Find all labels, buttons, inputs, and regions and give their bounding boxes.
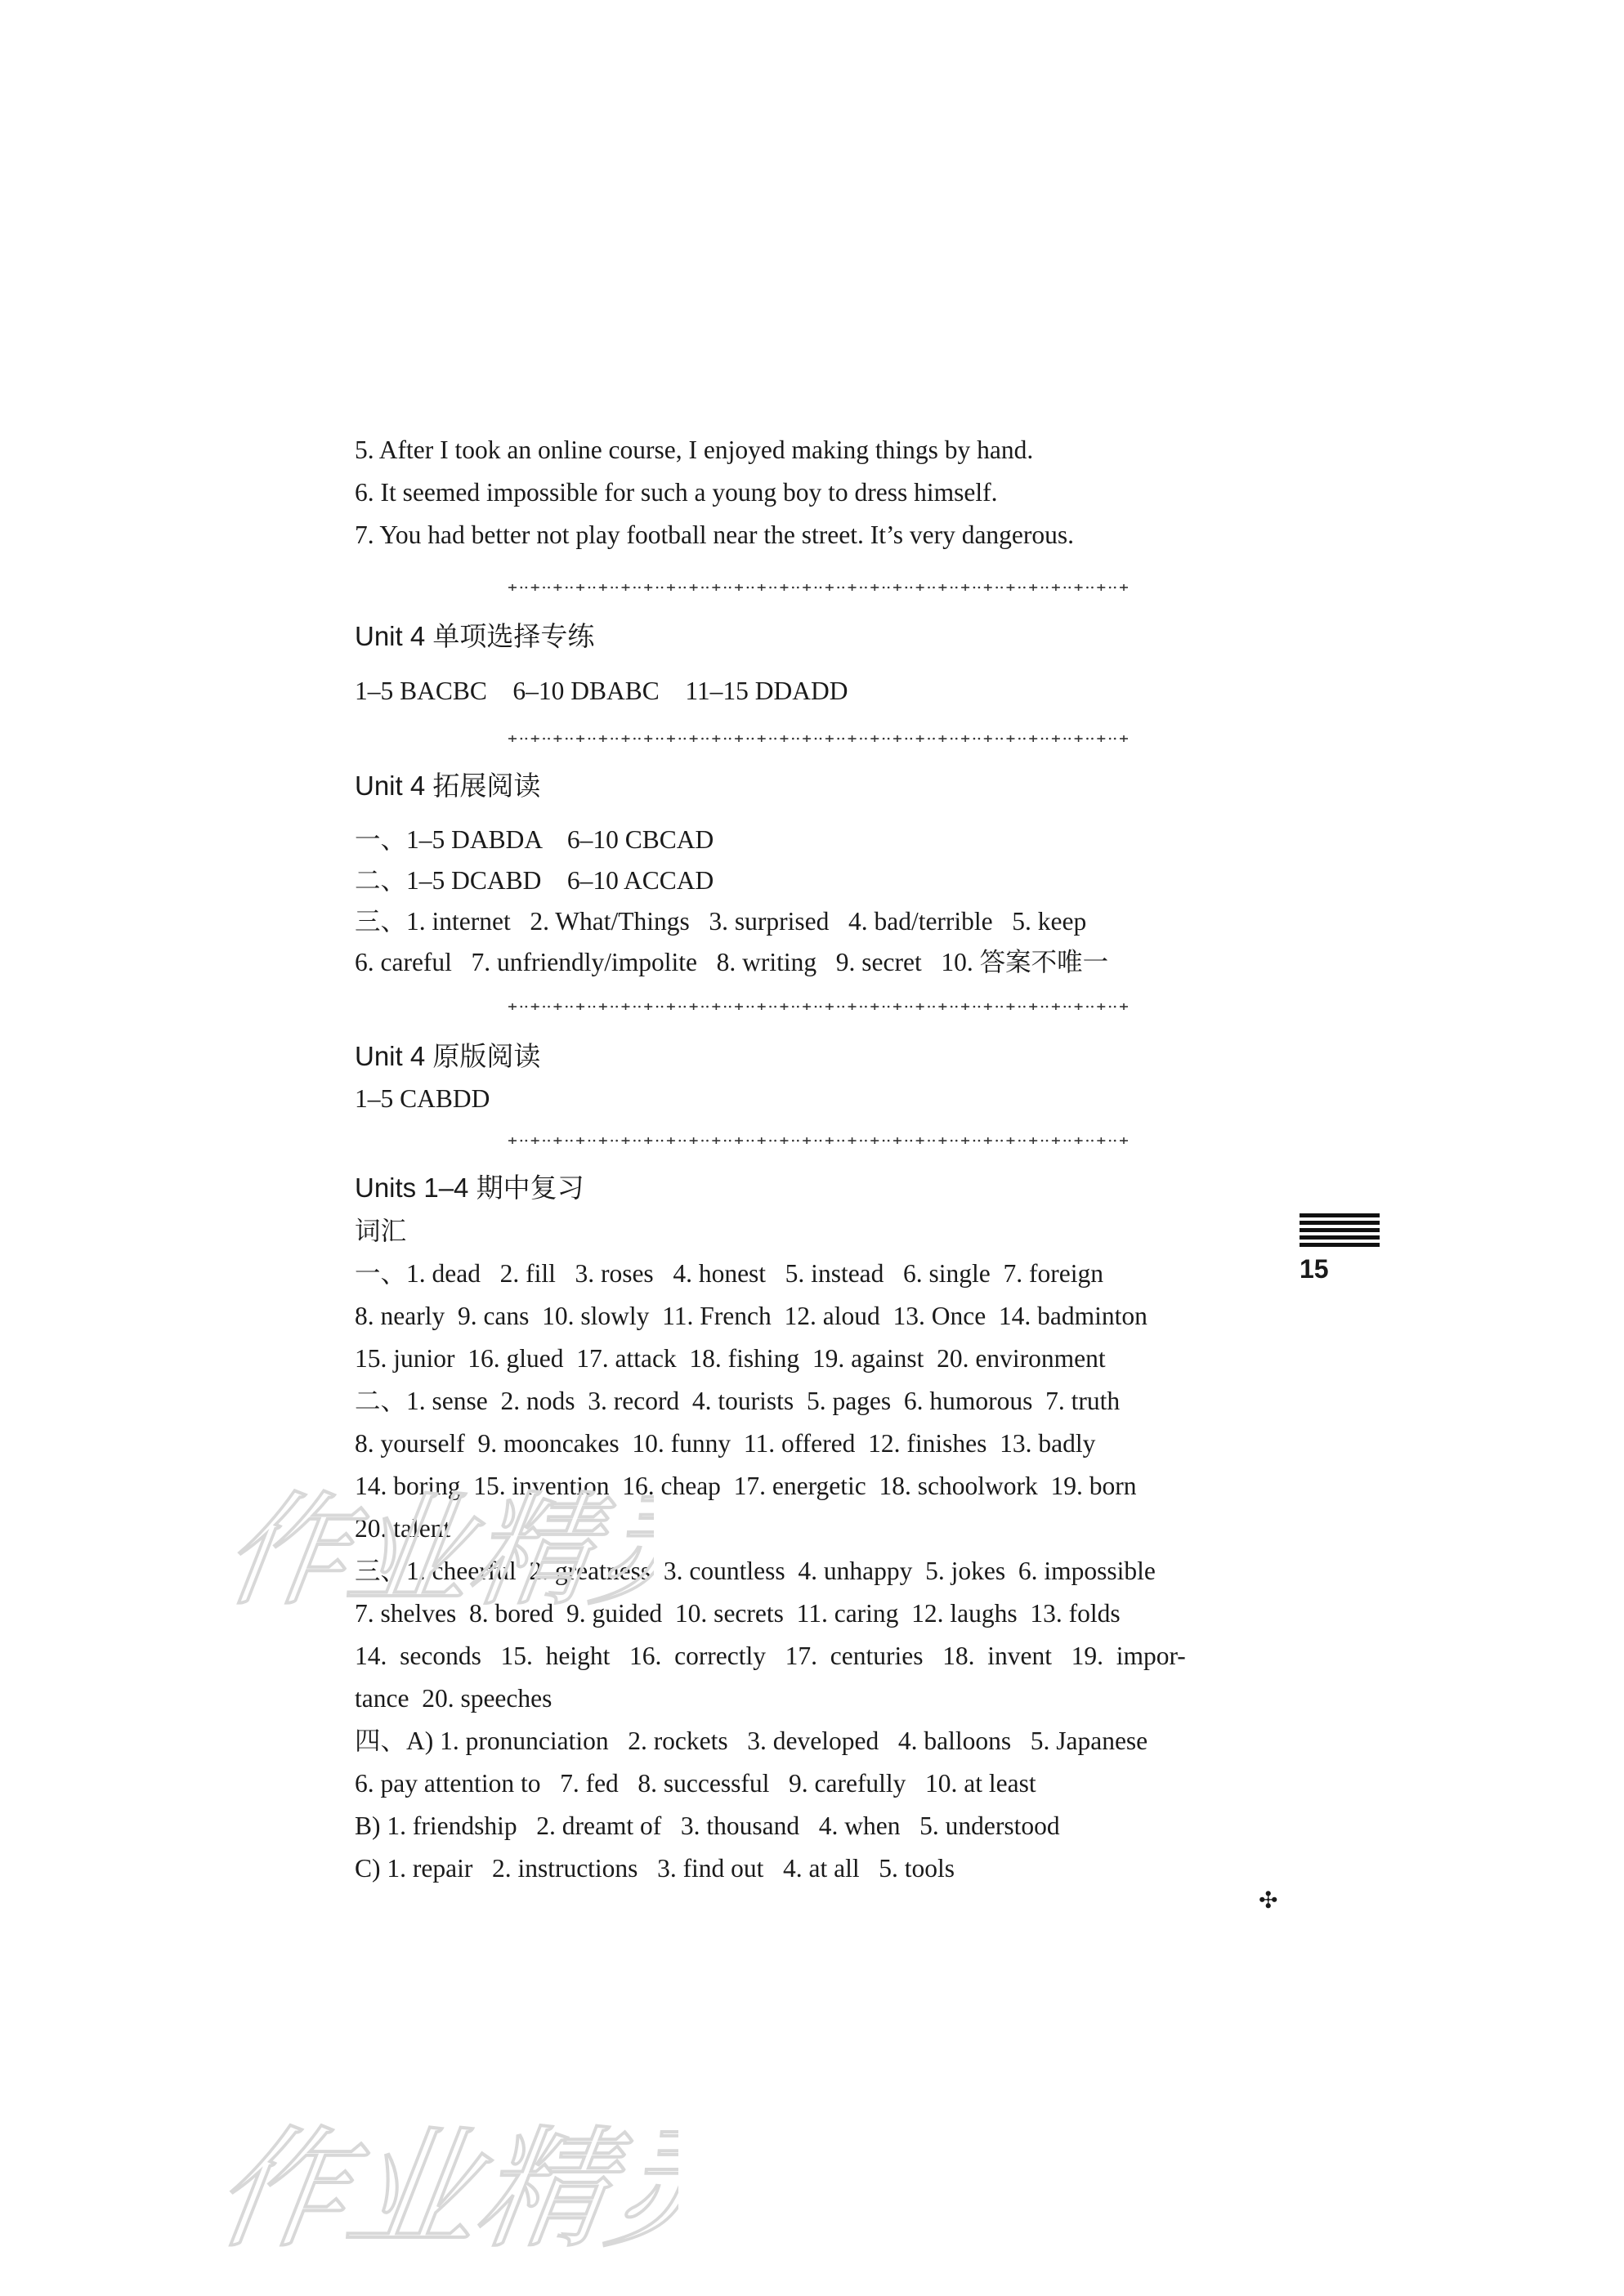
answer-line: 8. nearly 9. cans 10. slowly 11. French 12. aloud 13. Once 14. badminton — [355, 1302, 1148, 1330]
answer-line: 15. junior 16. glued 17. attack 18. fishing 19. against 20. environment — [355, 1344, 1106, 1373]
section-heading-multiple-choice: Unit 4 单项选择专练 — [355, 621, 595, 651]
corner-mark-icon: ✣ — [1259, 1888, 1278, 1914]
answer-line: 二、1–5 DCABD 6–10 ACCAD — [355, 866, 714, 895]
svg-text:作业精灵: 作业精灵 — [221, 2113, 678, 2266]
answer-line: 14. boring 15. invention 16. cheap 17. energetic 18. schoolwork 19. born — [355, 1472, 1137, 1500]
page-tab-bars — [1300, 1213, 1380, 1250]
answer-line: 8. yourself 9. mooncakes 10. funny 11. offered 12. finishes 13. badly — [355, 1429, 1096, 1458]
section-divider — [508, 1136, 1129, 1146]
svg-text:作业精灵: 作业精灵 — [229, 1479, 654, 1623]
answer-line: 一、1–5 DABDA 6–10 CBCAD — [355, 825, 714, 854]
intro-line-7: 7. You had better not play football near the street. It’s very dangerous. — [355, 520, 1075, 549]
vocab-label: 词汇 — [355, 1217, 407, 1245]
answer-line: 1–5 BACBC 6–10 DBABC 11–15 DDADD — [355, 677, 848, 705]
section-heading-original-reading: Unit 4 原版阅读 — [355, 1041, 541, 1071]
section-heading-midterm-review: Units 1–4 期中复习 — [355, 1173, 584, 1203]
watermark-logo — [229, 1471, 654, 1626]
answer-line: 6. careful 7. unfriendly/impolite 8. writing 9. secret 10. 答案不唯一 — [355, 948, 1109, 976]
answer-line: 7. shelves 8. bored 9. guided 10. secrets 11. caring 12. laughs 13. folds — [355, 1599, 1121, 1628]
answer-line: 6. pay attention to 7. fed 8. successful 9. carefully 10. at least — [355, 1769, 1036, 1798]
section-heading-extended-reading: Unit 4 拓展阅读 — [355, 771, 541, 801]
answer-line: tance 20. speeches — [355, 1684, 553, 1713]
answer-line: C) 1. repair 2. instructions 3. find out 4. at all 5. tools — [355, 1854, 955, 1883]
section-divider — [508, 1002, 1129, 1012]
section-divider — [508, 734, 1129, 744]
answer-line: B) 1. friendship 2. dreamt of 3. thousand 4. when 5. understood — [355, 1811, 1060, 1840]
answer-line: 四、A) 1. pronunciation 2. rockets 3. developed 4. balloons 5. Japanese — [355, 1726, 1148, 1755]
answer-line: 三、1. cheerful 2. greatness 3. countless 4. unhappy 5. jokes 6. impossible — [355, 1557, 1156, 1585]
answer-line: 一、1. dead 2. fill 3. roses 4. honest 5. instead 6. single 7. foreign — [355, 1259, 1103, 1288]
answer-line: 20. talent — [355, 1514, 451, 1543]
answer-line: 14. seconds 15. height 16. correctly 17. centuries 18. invent 19. impor- — [355, 1642, 1186, 1670]
answer-line: 三、1. internet 2. What/Things 3. surprised 4. bad/terrible 5. keep — [355, 907, 1087, 936]
intro-line-6: 6. It seemed impossible for such a young boy to dress himself. — [355, 478, 998, 507]
section-divider — [508, 583, 1129, 592]
watermark-logo — [221, 2104, 678, 2267]
page-number: 15 — [1300, 1254, 1329, 1284]
intro-line-5: 5. After I took an online course, I enjoyed making things by hand. — [355, 436, 1034, 464]
answer-line: 1–5 CABDD — [355, 1084, 490, 1113]
answer-line: 二、1. sense 2. nods 3. record 4. tourists 5. pages 6. humorous 7. truth — [355, 1387, 1121, 1415]
